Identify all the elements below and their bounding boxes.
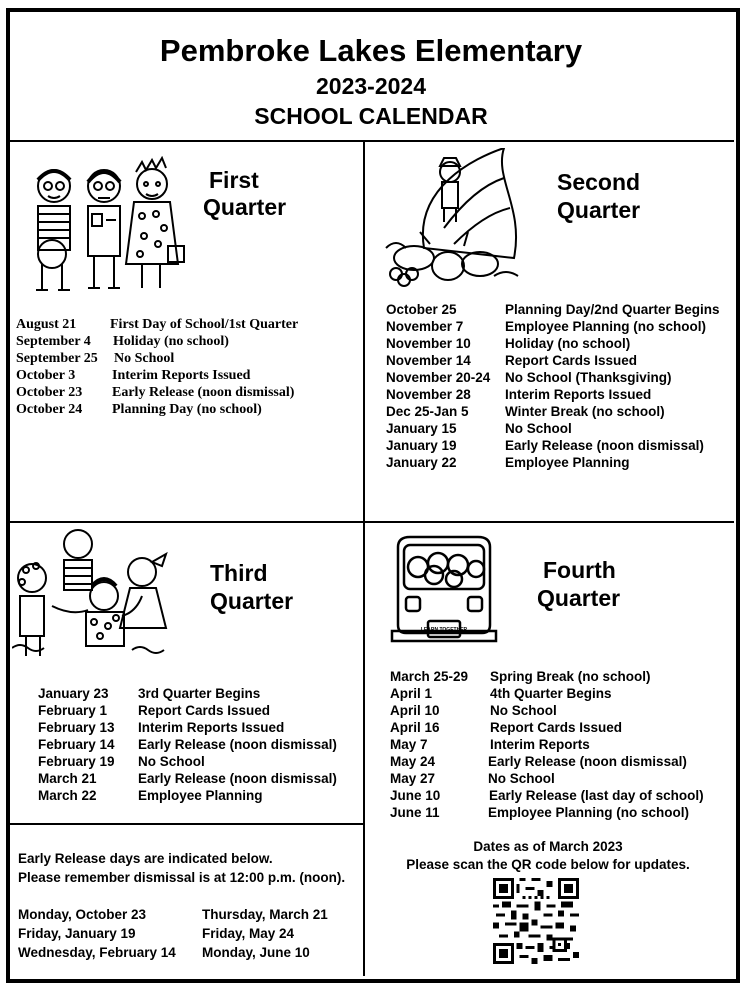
early-release-note-line2: Please remember dismissal is at 12:00 p.m. (noon). <box>18 870 346 885</box>
event-description: Early Release (noon dismissal) <box>138 737 337 752</box>
q4-event-list <box>390 668 730 821</box>
early-release-day: Thursday, March 21 <box>202 907 328 922</box>
event-date: Dec 25-Jan 5 <box>386 404 469 419</box>
event-description: 3rd Quarter Begins <box>138 686 261 701</box>
list-item <box>386 420 726 437</box>
children-illustration <box>24 156 194 296</box>
event-date: November 28 <box>386 387 471 402</box>
event-date: February 13 <box>38 720 115 735</box>
q2-event-list <box>386 301 726 471</box>
event-date: February 14 <box>38 737 115 752</box>
event-description: Employee Planning <box>138 788 263 803</box>
q3-title-line1: Third <box>210 560 268 586</box>
event-date: November 7 <box>386 319 464 334</box>
list-item <box>16 316 356 333</box>
list-item <box>390 770 730 787</box>
list-item <box>38 719 358 736</box>
event-description: Employee Planning <box>505 455 630 470</box>
calendar-subtitle: SCHOOL CALENDAR <box>254 103 488 129</box>
divider-header <box>10 140 734 142</box>
event-date: November 10 <box>386 336 471 351</box>
cornucopia-illustration <box>384 148 534 288</box>
list-item <box>16 350 356 367</box>
event-date: April 16 <box>390 720 440 735</box>
divider-middle <box>10 521 734 523</box>
event-date: January 19 <box>386 438 457 453</box>
event-date: March 22 <box>38 788 97 803</box>
event-description: Interim Reports Issued <box>112 368 251 383</box>
children-circle-illustration <box>12 526 172 666</box>
event-description: No School <box>114 351 175 366</box>
list-item <box>386 437 726 454</box>
event-date: April 1 <box>390 686 433 701</box>
event-description: Early Release (noon dismissal) <box>488 754 687 769</box>
list-item <box>390 804 730 821</box>
list-item <box>386 403 726 420</box>
early-release-day: Friday, May 24 <box>202 926 295 941</box>
event-date: May 24 <box>390 754 436 769</box>
list-item <box>16 401 356 418</box>
list-item <box>386 386 726 403</box>
event-description: Early Release (noon dismissal) <box>138 771 337 786</box>
event-date: August 21 <box>16 317 77 332</box>
event-date: November 14 <box>386 353 471 368</box>
event-description: Report Cards Issued <box>490 720 623 735</box>
event-description: No School <box>490 703 557 718</box>
list-item <box>38 770 358 787</box>
event-description: No School <box>505 421 572 436</box>
list-item <box>390 702 730 719</box>
event-date: June 11 <box>390 805 440 820</box>
event-description: Report Cards Issued <box>138 703 271 718</box>
event-date: October 25 <box>386 302 457 317</box>
event-date: September 25 <box>16 351 98 366</box>
list-item <box>18 943 358 962</box>
list-item <box>38 787 358 804</box>
q4-title-line1: Fourth <box>543 557 616 583</box>
event-date: January 22 <box>386 455 457 470</box>
list-item <box>38 685 358 702</box>
early-release-day: Monday, June 10 <box>202 945 310 960</box>
q2-title-line2: Quarter <box>557 197 641 223</box>
event-description: Winter Break (no school) <box>505 404 665 419</box>
event-date: November 20-24 <box>386 370 491 385</box>
event-date: September 4 <box>16 334 91 349</box>
event-description: Holiday (no school) <box>505 336 631 351</box>
school-bus-illustration <box>388 535 500 647</box>
early-release-day: Friday, January 19 <box>18 926 136 941</box>
event-date: October 3 <box>16 368 76 383</box>
early-release-day: Monday, October 23 <box>18 907 147 922</box>
list-item <box>18 924 358 943</box>
event-description: 4th Quarter Begins <box>490 686 612 701</box>
list-item <box>38 702 358 719</box>
list-item <box>18 905 358 924</box>
list-item <box>390 719 730 736</box>
event-date: March 25-29 <box>390 669 469 684</box>
list-item <box>390 787 730 804</box>
list-item <box>16 384 356 401</box>
dates-as-of-note: Dates as of March 2023 <box>473 839 623 854</box>
early-release-note-line1: Early Release days are indicated below. <box>18 851 273 866</box>
q3-title-line2: Quarter <box>210 588 294 614</box>
early-release-day: Wednesday, February 14 <box>18 945 176 960</box>
event-date: October 23 <box>16 385 83 400</box>
list-item <box>38 753 358 770</box>
school-name: Pembroke Lakes Elementary <box>159 33 583 68</box>
list-item <box>386 352 726 369</box>
list-item <box>390 736 730 753</box>
event-date: October 24 <box>16 402 83 417</box>
qr-code[interactable] <box>493 878 579 964</box>
event-description: Spring Break (no school) <box>490 669 651 684</box>
q4-title-line2: Quarter <box>537 585 621 611</box>
q1-title-line1: First <box>209 167 259 193</box>
list-item <box>386 454 726 471</box>
scan-qr-note: Please scan the QR code below for updates. <box>406 857 690 872</box>
list-item <box>386 369 726 386</box>
list-item <box>16 333 356 350</box>
list-item <box>390 668 730 685</box>
q1-event-list <box>16 316 356 418</box>
list-item <box>16 367 356 384</box>
calendar-frame <box>6 8 740 983</box>
event-description: Report Cards Issued <box>505 353 638 368</box>
event-description: Holiday (no school) <box>113 334 229 349</box>
q2-title-line1: Second <box>557 169 641 195</box>
event-date: May 27 <box>390 771 436 786</box>
list-item <box>386 318 726 335</box>
event-description: Employee Planning (no school) <box>488 805 690 820</box>
event-date: February 1 <box>38 703 108 718</box>
early-release-days <box>18 905 358 962</box>
event-description: Early Release (noon dismissal) <box>112 385 295 400</box>
event-description: First Day of School/1st Quarter <box>110 317 299 332</box>
event-date: March 21 <box>38 771 97 786</box>
list-item <box>386 301 726 318</box>
event-description: No School <box>138 754 205 769</box>
event-description: Early Release (last day of school) <box>489 788 704 803</box>
divider-lower-left <box>10 823 364 825</box>
event-date: April 10 <box>390 703 440 718</box>
bus-sign-text: LEARN TOGETHER <box>420 627 468 633</box>
q3-event-list <box>38 685 358 804</box>
event-date: June 10 <box>390 788 441 803</box>
event-description: Interim Reports Issued <box>138 720 285 735</box>
event-description: Interim Reports <box>490 737 590 752</box>
list-item <box>390 753 730 770</box>
event-description: Planning Day (no school) <box>112 402 262 417</box>
event-description: No School (Thanksgiving) <box>505 370 672 385</box>
event-date: January 15 <box>386 421 457 436</box>
event-description: Early Release (noon dismissal) <box>505 438 704 453</box>
list-item <box>38 736 358 753</box>
event-date: May 7 <box>390 737 428 752</box>
q1-title-line2: Quarter <box>203 194 287 220</box>
event-date: February 19 <box>38 754 115 769</box>
event-description: Interim Reports Issued <box>505 387 652 402</box>
school-year: 2023-2024 <box>316 73 426 99</box>
event-description: Planning Day/2nd Quarter Begins <box>505 302 720 317</box>
event-description: Employee Planning (no school) <box>505 319 707 334</box>
event-date: January 23 <box>38 686 109 701</box>
list-item <box>390 685 730 702</box>
event-description: No School <box>488 771 555 786</box>
list-item <box>386 335 726 352</box>
